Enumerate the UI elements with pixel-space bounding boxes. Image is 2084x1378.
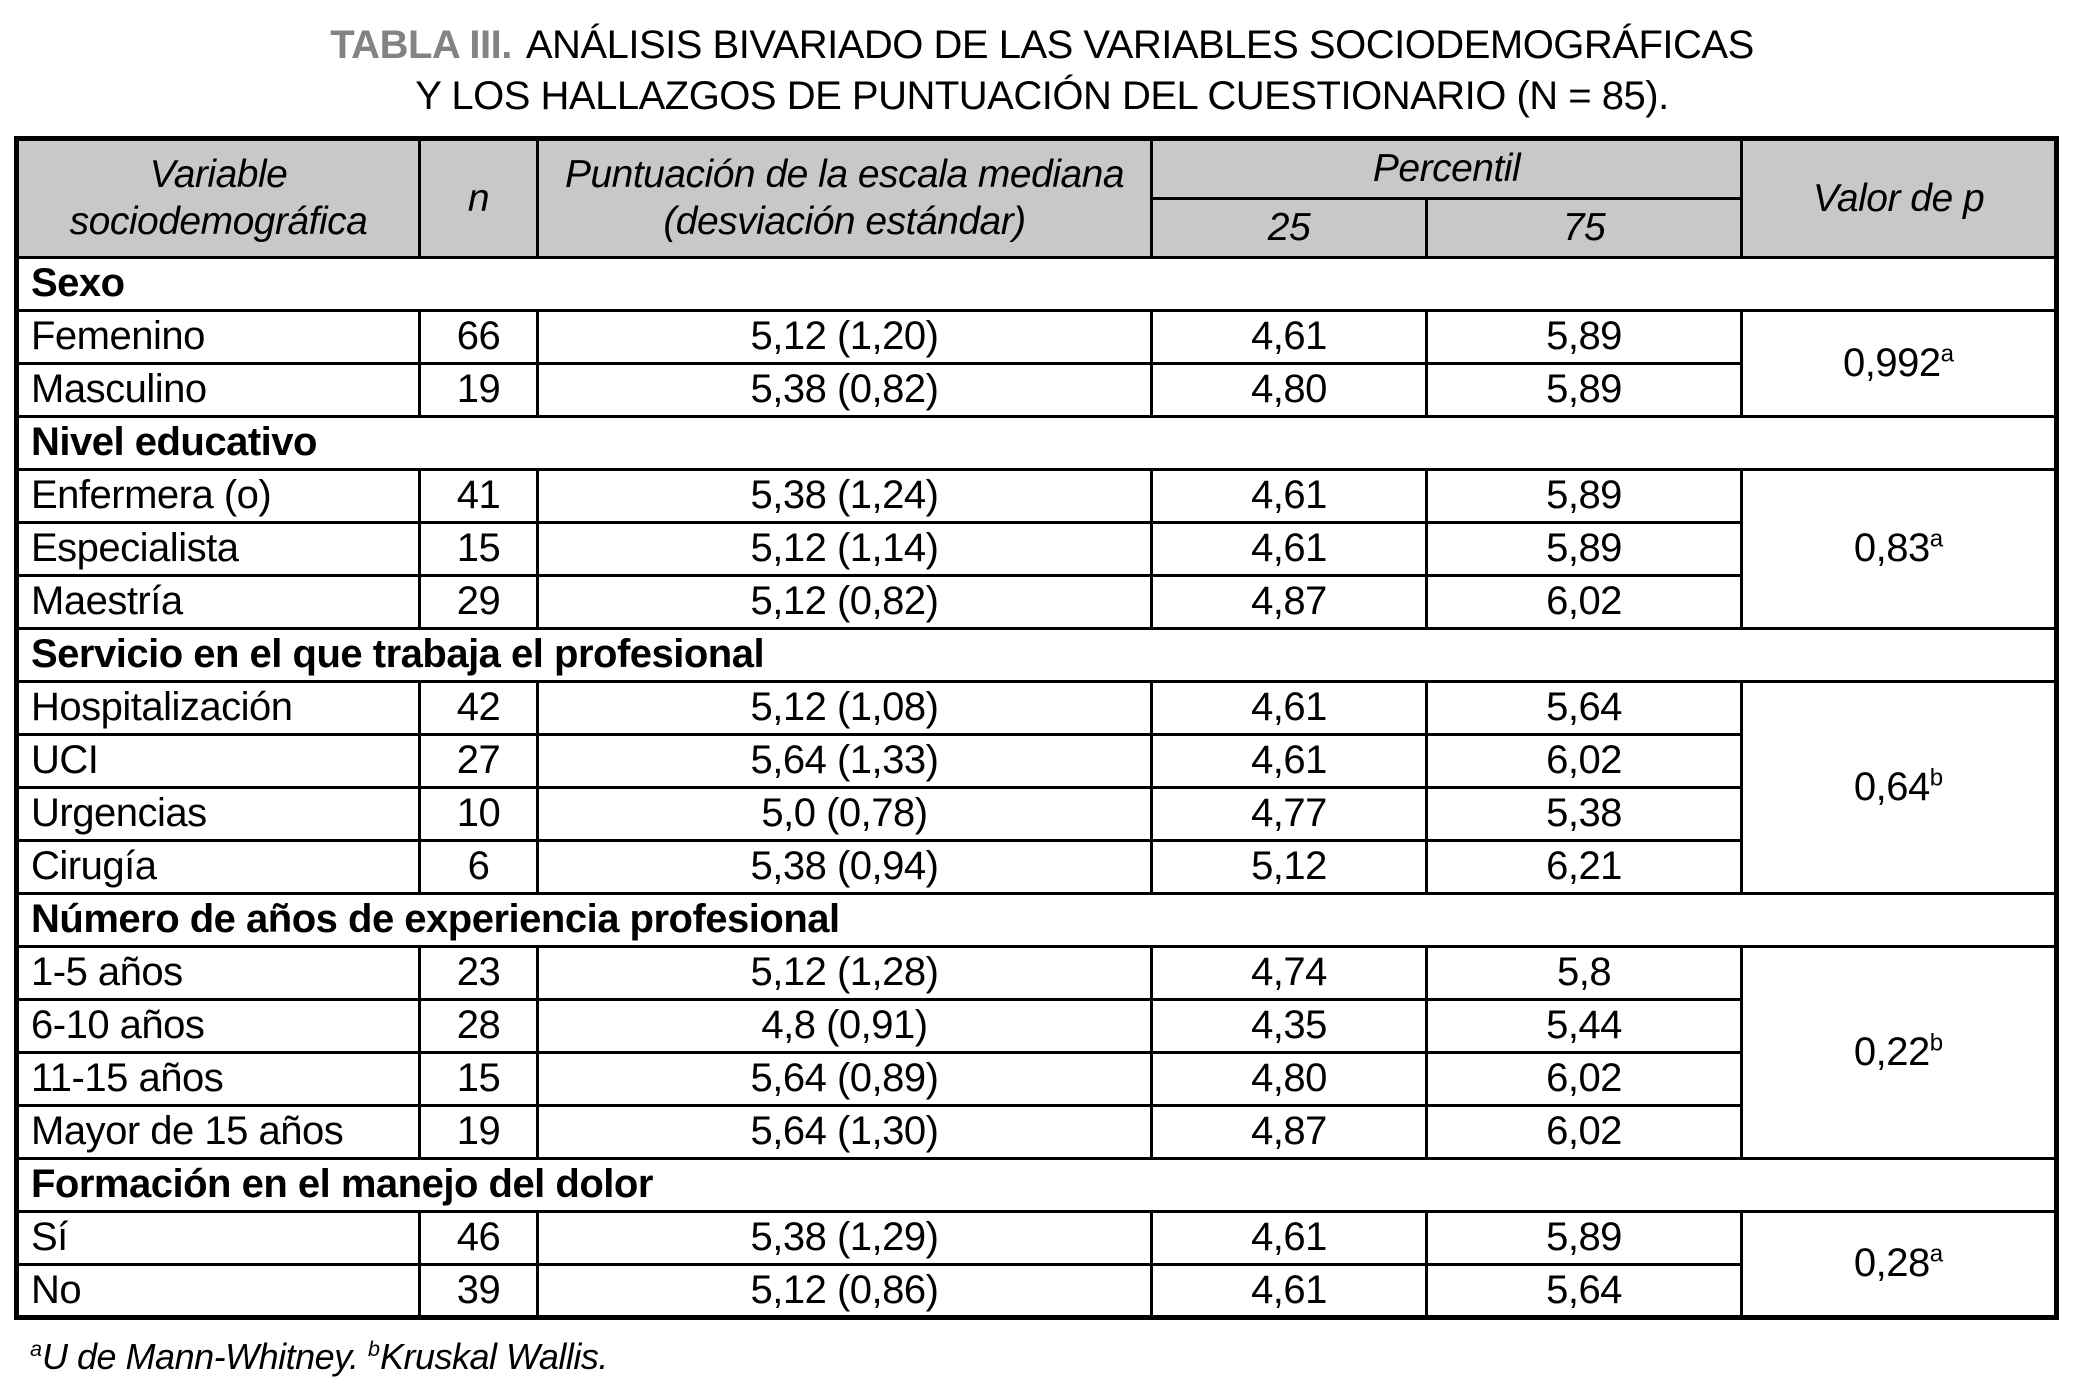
cell-score: 5,0 (0,78)	[538, 787, 1152, 840]
cell-p25: 4,61	[1152, 469, 1427, 522]
p-value: 0,28	[1853, 1241, 1930, 1286]
footnote-marker: b	[1929, 1029, 1944, 1057]
p-value: 0,992	[1843, 340, 1941, 385]
cell-p25: 4,61	[1152, 1264, 1427, 1317]
cell-variable: Femenino	[17, 310, 420, 363]
cell-n: 29	[420, 575, 538, 628]
cell-score: 5,38 (1,29)	[538, 1211, 1152, 1264]
cell-variable: Maestría	[17, 575, 420, 628]
table-row	[17, 946, 2057, 999]
cell-p75: 6,02	[1427, 575, 1742, 628]
cell-p75: 5,38	[1427, 787, 1742, 840]
cell-variable: 6-10 años	[17, 999, 420, 1052]
section-header-row	[17, 257, 2057, 310]
table-row	[17, 469, 2057, 522]
cell-p25: 4,80	[1152, 363, 1427, 416]
cell-p25: 4,61	[1152, 310, 1427, 363]
cell-p25: 4,61	[1152, 734, 1427, 787]
header-percentil: Percentil	[1152, 139, 1742, 199]
p-value: 0,22	[1853, 1029, 1930, 1074]
p-value: 0,83	[1853, 526, 1930, 571]
header-p-value: Valor de p	[1742, 139, 2057, 257]
header-percentil-75: 75	[1427, 198, 1742, 257]
cell-p25: 4,87	[1152, 1105, 1427, 1158]
cell-p-value	[1742, 469, 2057, 628]
cell-variable: Especialista	[17, 522, 420, 575]
cell-p75: 5,8	[1427, 946, 1742, 999]
header-score: Puntuación de la escala mediana (desviación estándar)	[538, 139, 1152, 257]
section-title-formacion: Formación en el manejo del dolor	[17, 1158, 2057, 1211]
cell-p25: 4,35	[1152, 999, 1427, 1052]
cell-p75: 6,02	[1427, 1052, 1742, 1105]
table-header	[17, 139, 2057, 257]
cell-score: 5,64 (1,33)	[538, 734, 1152, 787]
cell-n: 15	[420, 522, 538, 575]
p-value: 0,64	[1853, 764, 1930, 809]
cell-p75: 5,89	[1427, 469, 1742, 522]
cell-score: 5,38 (0,94)	[538, 840, 1152, 893]
cell-n: 27	[420, 734, 538, 787]
cell-p25: 4,74	[1152, 946, 1427, 999]
cell-p75: 6,21	[1427, 840, 1742, 893]
cell-p75: 5,89	[1427, 363, 1742, 416]
cell-variable: Sí	[17, 1211, 420, 1264]
cell-n: 28	[420, 999, 538, 1052]
table-row	[17, 1211, 2057, 1264]
cell-score: 5,38 (0,82)	[538, 363, 1152, 416]
cell-score: 5,12 (0,86)	[538, 1264, 1152, 1317]
cell-p25: 5,12	[1152, 840, 1427, 893]
cell-p75: 5,89	[1427, 522, 1742, 575]
title-line-1	[0, 20, 2084, 71]
cell-score: 5,12 (0,82)	[538, 575, 1152, 628]
cell-score: 5,12 (1,14)	[538, 522, 1152, 575]
cell-n: 10	[420, 787, 538, 840]
header-n: n	[420, 139, 538, 257]
cell-score: 5,12 (1,08)	[538, 681, 1152, 734]
cell-variable: Masculino	[17, 363, 420, 416]
cell-p25: 4,87	[1152, 575, 1427, 628]
cell-n: 66	[420, 310, 538, 363]
cell-variable: Mayor de 15 años	[17, 1105, 420, 1158]
cell-p75: 5,89	[1427, 310, 1742, 363]
cell-p-value	[1742, 1211, 2057, 1317]
cell-n: 42	[420, 681, 538, 734]
cell-p25: 4,61	[1152, 1211, 1427, 1264]
cell-score: 5,64 (1,30)	[538, 1105, 1152, 1158]
cell-p75: 5,89	[1427, 1211, 1742, 1264]
cell-p-value	[1742, 310, 2057, 416]
title-text-1: ANÁLISIS BIVARIADO DE LAS VARIABLES SOCIODEMOGRÁFICAS	[525, 23, 1754, 67]
cell-p75: 5,64	[1427, 1264, 1742, 1317]
cell-n: 19	[420, 1105, 538, 1158]
footnote-text-b: Kruskal Wallis.	[380, 1335, 608, 1377]
section-title-nivel-educativo: Nivel educativo	[17, 416, 2057, 469]
cell-p75: 5,64	[1427, 681, 1742, 734]
header-percentil-25: 25	[1152, 198, 1427, 257]
cell-variable: Urgencias	[17, 787, 420, 840]
section-header-row	[17, 1158, 2057, 1211]
cell-n: 46	[420, 1211, 538, 1264]
table-row	[17, 681, 2057, 734]
cell-score: 5,38 (1,24)	[538, 469, 1152, 522]
table-number-label: TABLA III.	[330, 23, 512, 67]
section-title-experiencia: Número de años de experiencia profesional	[17, 893, 2057, 946]
cell-p-value	[1742, 946, 2057, 1158]
footnote-marker: a	[1929, 1240, 1944, 1268]
section-title-servicio: Servicio en el que trabaja el profesional	[17, 628, 2057, 681]
cell-p-value	[1742, 681, 2057, 893]
footnote-marker-b: b	[367, 1335, 380, 1361]
cell-p25: 4,61	[1152, 522, 1427, 575]
title-line-2: Y LOS HALLAZGOS DE PUNTUACIÓN DEL CUESTIONARIO (N = 85).	[415, 74, 1669, 119]
section-title-sexo: Sexo	[17, 257, 2057, 310]
section-header-row	[17, 416, 2057, 469]
cell-variable: 11-15 años	[17, 1052, 420, 1105]
header-variable: Variable sociodemográfica	[17, 139, 420, 257]
section-header-row	[17, 628, 2057, 681]
footnote-text-a: U de Mann-Whitney.	[42, 1335, 368, 1377]
table-footnote	[30, 1336, 2084, 1378]
cell-variable: UCI	[17, 734, 420, 787]
cell-p25: 4,61	[1152, 681, 1427, 734]
cell-variable: Cirugía	[17, 840, 420, 893]
cell-n: 41	[420, 469, 538, 522]
cell-variable: No	[17, 1264, 420, 1317]
cell-score: 5,12 (1,20)	[538, 310, 1152, 363]
cell-score: 5,12 (1,28)	[538, 946, 1152, 999]
cell-p75: 6,02	[1427, 1105, 1742, 1158]
table-row	[17, 310, 2057, 363]
cell-p25: 4,80	[1152, 1052, 1427, 1105]
cell-p75: 5,44	[1427, 999, 1742, 1052]
bivariate-analysis-table	[14, 136, 2059, 1319]
footnote-marker: a	[1940, 340, 1954, 368]
cell-n: 15	[420, 1052, 538, 1105]
cell-n: 6	[420, 840, 538, 893]
cell-score: 5,64 (0,89)	[538, 1052, 1152, 1105]
footnote-marker: a	[1929, 525, 1944, 553]
cell-n: 23	[420, 946, 538, 999]
cell-variable: 1-5 años	[17, 946, 420, 999]
cell-score: 4,8 (0,91)	[538, 999, 1152, 1052]
cell-n: 19	[420, 363, 538, 416]
table-title	[0, 20, 2084, 122]
section-header-row	[17, 893, 2057, 946]
cell-n: 39	[420, 1264, 538, 1317]
footnote-marker-a: a	[30, 1335, 43, 1361]
cell-p25: 4,77	[1152, 787, 1427, 840]
footnote-marker: b	[1929, 764, 1944, 792]
cell-p75: 6,02	[1427, 734, 1742, 787]
cell-variable: Hospitalización	[17, 681, 420, 734]
cell-variable: Enfermera (o)	[17, 469, 420, 522]
